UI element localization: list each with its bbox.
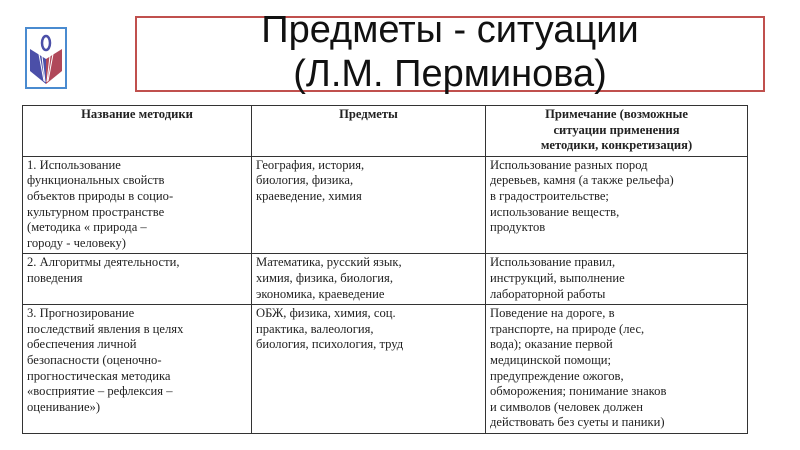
logo-emblem-icon xyxy=(27,29,65,87)
title-line-1: Предметы - ситуации xyxy=(261,9,639,51)
cell-text-line: городу - человеку) xyxy=(27,235,126,250)
cell-text-line: экономика, краеведение xyxy=(256,286,385,301)
slide-title xyxy=(135,8,765,96)
header-row xyxy=(23,106,748,157)
cell-text-line: поведения xyxy=(27,270,83,285)
cell-subjects xyxy=(252,156,486,254)
cell-text-line: обеспечения личной xyxy=(27,337,137,352)
cell-text-line: Использование правил, xyxy=(490,255,616,270)
header-text-line: Примечание (возможные xyxy=(545,107,688,121)
cell-text-line: ОБЖ, физика, химия, соц. xyxy=(256,306,396,321)
table-row xyxy=(23,156,748,254)
cell-text-line: практика, валеология, xyxy=(256,321,374,336)
cell-note xyxy=(486,156,748,254)
header-method-name xyxy=(23,106,252,157)
cell-text-line: действовать без суеты и паники) xyxy=(490,415,665,430)
cell-text-line: транспорте, на природе (лес, xyxy=(490,321,645,336)
cell-subjects xyxy=(252,305,486,434)
header-text-line: методики, конкретизация) xyxy=(540,138,693,153)
logo xyxy=(25,27,67,89)
cell-text-line: вода); оказание первой xyxy=(490,337,613,352)
methods-table xyxy=(22,105,748,434)
header-text-line: Название методики xyxy=(81,107,193,121)
cell-text-line: культурном пространстве xyxy=(27,204,165,219)
cell-text-line: биология, психология, труд xyxy=(256,337,404,352)
header-text-line: ситуации применения xyxy=(553,122,680,137)
cell-text-line: и символов (человек должен xyxy=(490,399,643,414)
cell-text-line: (методика « природа – xyxy=(27,220,147,235)
cell-text-line: медицинской помощи; xyxy=(490,352,612,367)
cell-text-line: биология, физика, xyxy=(256,173,354,188)
cell-text-line: химия, физика, биология, xyxy=(256,270,393,285)
cell-text-line: лабораторной работы xyxy=(490,286,606,301)
cell-text-line: использование веществ, xyxy=(490,204,620,219)
cell-text-line: Использование разных пород xyxy=(490,157,648,172)
cell-text-line: деревьев, камня (а также рельефа) xyxy=(490,173,674,188)
cell-text-line: «восприятие – рефлексия – xyxy=(27,384,173,399)
title-line-2: (Л.М. Перминова) xyxy=(293,53,607,95)
cell-text-line: оценивание») xyxy=(27,399,101,414)
cell-note xyxy=(486,305,748,434)
cell-note xyxy=(486,254,748,305)
cell-subjects xyxy=(252,254,486,305)
cell-text-line: 1. Использование xyxy=(27,157,121,172)
table-row xyxy=(23,305,748,434)
cell-text-line: 3. Прогнозирование xyxy=(27,306,135,321)
header-subjects xyxy=(252,106,486,157)
cell-text-line: в градостроительстве; xyxy=(490,188,609,203)
cell-text-line: предупреждение ожогов, xyxy=(490,368,624,383)
table-row xyxy=(23,254,748,305)
header-note xyxy=(486,106,748,157)
cell-text-line: функциональных свойств xyxy=(27,173,165,188)
cell-method-name xyxy=(23,305,252,434)
cell-method-name xyxy=(23,254,252,305)
cell-text-line: обморожения; понимание знаков xyxy=(490,384,667,399)
cell-text-line: безопасности (оценочно- xyxy=(27,352,162,367)
cell-text-line: прогностическая методика xyxy=(27,368,171,383)
cell-text-line: продуктов xyxy=(490,220,546,235)
header-text-line: Предметы xyxy=(339,107,398,121)
cell-method-name xyxy=(23,156,252,254)
cell-text-line: Математика, русский язык, xyxy=(256,255,402,270)
cell-text-line: последствий явления в целях xyxy=(27,321,184,336)
cell-text-line: инструкций, выполнение xyxy=(490,270,625,285)
cell-text-line: объектов природы в социо- xyxy=(27,188,174,203)
cell-text-line: Поведение на дороге, в xyxy=(490,306,615,321)
cell-text-line: краеведение, химия xyxy=(256,188,362,203)
cell-text-line: География, история, xyxy=(256,157,365,172)
cell-text-line: 2. Алгоритмы деятельности, xyxy=(27,255,180,270)
